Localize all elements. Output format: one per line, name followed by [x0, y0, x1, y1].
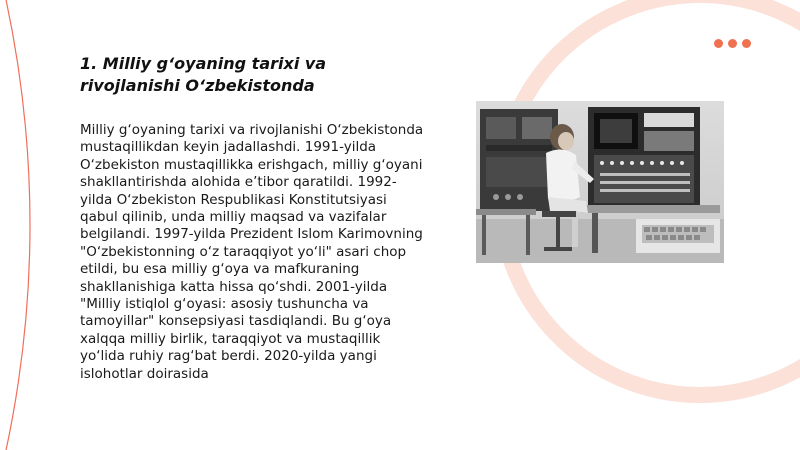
dot-icon [714, 39, 723, 48]
dot-icon [728, 39, 737, 48]
left-edge-arc [5, 0, 30, 450]
three-dots-icon [714, 39, 751, 48]
dot-icon [742, 39, 751, 48]
computer-lab-photo [476, 101, 724, 263]
slide-title: 1. Milliy g‘oyaning tarixi va rivojlanishi O‘zbekistonda [80, 54, 327, 95]
slide-body-text: Milliy g‘oyaning tarixi va rivojlanishi O‘zbekistonda mustaqillikdan keyin jadallashdi. 1991-yilda O‘zbekiston mustaqillikka erishgach, milliy g‘oyani shakllantirishda alohida e’tibor qaratildi. 1992-yilda O‘zbekiston Respublikasi Konstitutsiyasi qabul qilinib, unda milliy maqsad va vazifalar belgilandi. 1997-yilda Prezident Islom Karimovning "O‘zbekistonning o‘z taraqqiyot yo‘li" asari chop etildi, bu esa milliy g‘oya va mafkuraning shakllanishiga katta hissa qo‘shdi. 2001-yilda "Milliy istiqlol g‘oyasi: asosiy tushuncha va tamoyillar" konsepsiyasi tasdiqlandi. Bu g‘oya xalqqa milliy birlik, taraqqiyot va mustaqillik yo‘lida ruhiy rag‘bat berdi. 2020-yilda yangi islohotlar doirasida [80, 122, 424, 382]
